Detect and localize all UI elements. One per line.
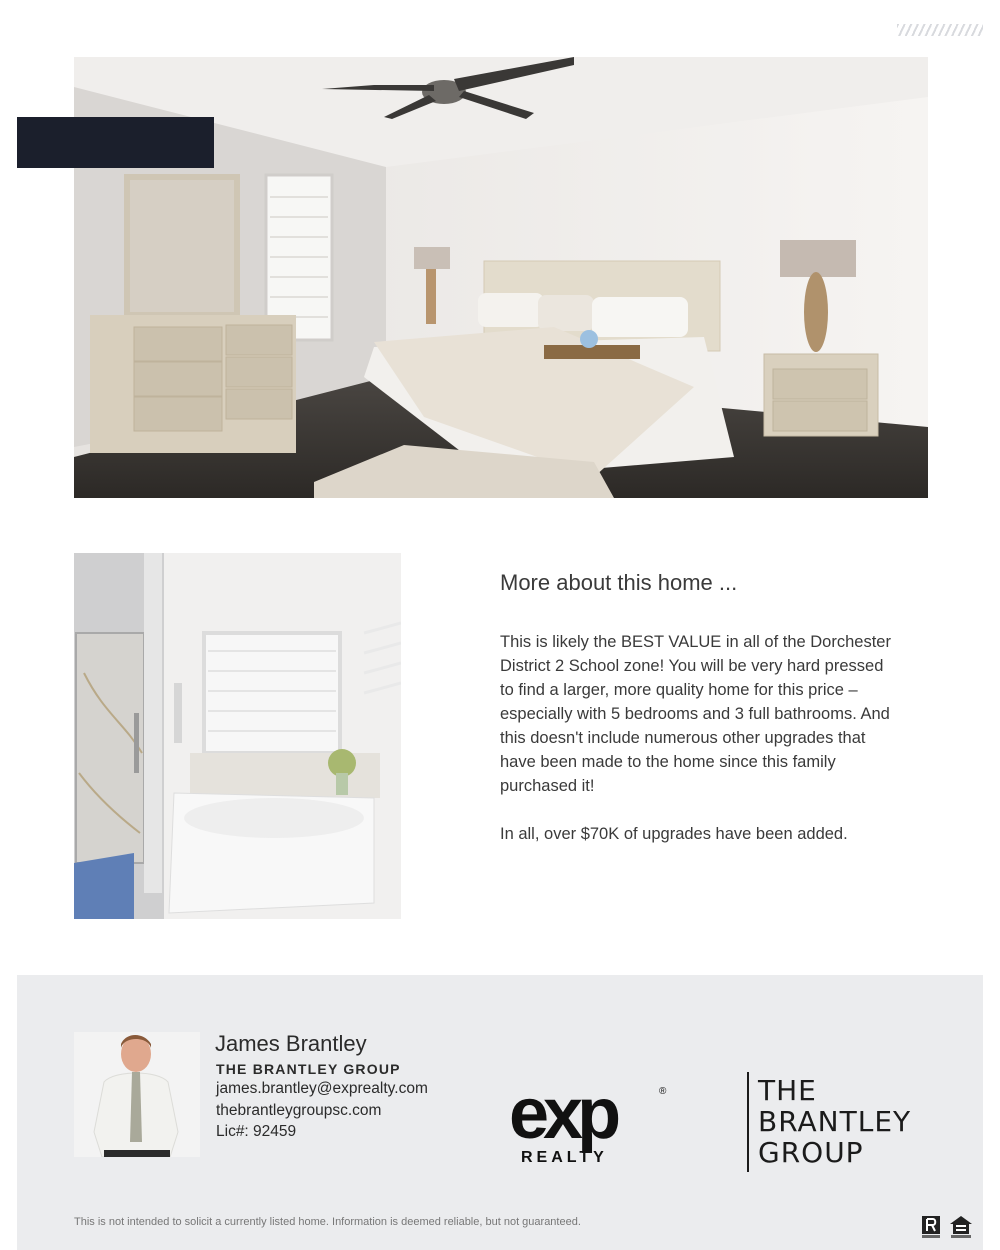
brand-line-1: THE bbox=[758, 1074, 817, 1107]
bathroom-photo bbox=[74, 553, 401, 919]
brantley-group-logo bbox=[758, 1075, 911, 1168]
exp-logo-sub: REALTY bbox=[521, 1149, 608, 1166]
realtor-icon bbox=[921, 1215, 943, 1244]
disclaimer: This is not intended to solicit a currently listed home. Information is deemed reliable, but not guaranteed. bbox=[74, 1216, 581, 1228]
exp-logo-main: exp bbox=[509, 1080, 616, 1154]
description-paragraph: In all, over $70K of upgrades have been added. bbox=[500, 825, 848, 843]
header-tab bbox=[17, 117, 214, 168]
equal-housing-icon bbox=[949, 1215, 973, 1244]
agent-group: THE BRANTLEY GROUP bbox=[216, 1061, 401, 1077]
agent-photo bbox=[74, 1032, 200, 1157]
agent-name: James Brantley bbox=[215, 1031, 367, 1056]
description-body bbox=[500, 630, 900, 870]
exp-realty-logo bbox=[509, 1080, 679, 1170]
description-title: More about this home ... bbox=[500, 570, 738, 595]
brand-divider bbox=[747, 1072, 749, 1172]
agent-license: Lic#: 92459 bbox=[216, 1123, 297, 1140]
agent-email[interactable]: james.brantley@exprealty.com bbox=[216, 1080, 428, 1097]
agent-website[interactable]: thebrantleygroupsc.com bbox=[216, 1102, 382, 1119]
footer bbox=[17, 975, 983, 1250]
description-paragraph: This is likely the BEST VALUE in all of the Dorchester District 2 School zone! You will be very hard pressed to find a larger, more quality home for this price – especially with 5 bedrooms and 3 full bathrooms. And this doesn't include numerous other upgrades that have been made to the home since this family purchased it! bbox=[500, 633, 891, 795]
decorative-hatch bbox=[897, 24, 983, 36]
exp-logo-registered: ® bbox=[659, 1086, 667, 1097]
brand-line-3: GROUP bbox=[758, 1136, 864, 1169]
brand-line-2: BRANTLEY bbox=[758, 1105, 912, 1138]
